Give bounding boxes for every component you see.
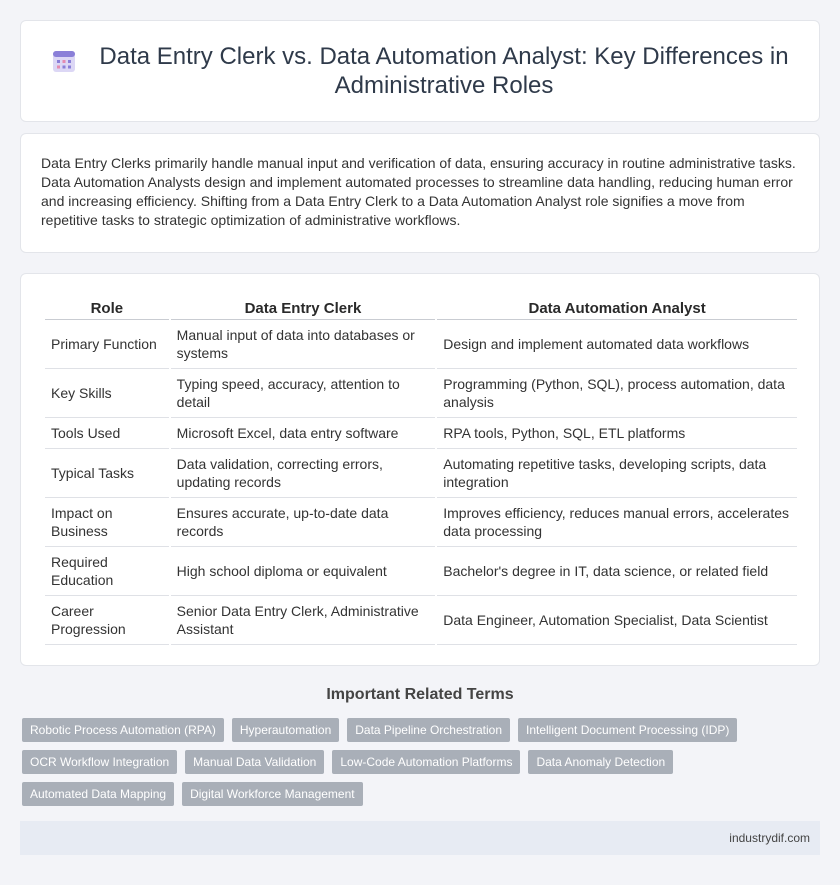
related-term-tag[interactable]: Manual Data Validation: [185, 750, 324, 774]
related-term-tag[interactable]: Intelligent Document Processing (IDP): [518, 718, 737, 742]
table-row: [45, 498, 797, 547]
footer-site-link[interactable]: industrydif.com: [729, 831, 810, 845]
row-label: Primary Function: [45, 320, 169, 369]
clerk-cell: Microsoft Excel, data entry software: [171, 418, 436, 449]
analyst-cell: RPA tools, Python, SQL, ETL platforms: [437, 418, 797, 449]
analyst-cell: Automating repetitive tasks, developing scripts, data integration: [437, 449, 797, 498]
header-data-entry-clerk: Data Entry Clerk: [171, 294, 436, 320]
row-label: Career Progression: [45, 596, 169, 645]
comparison-card: [20, 273, 820, 666]
analyst-cell: Data Engineer, Automation Specialist, Data Scientist: [437, 596, 797, 645]
analyst-cell: Bachelor's degree in IT, data science, or related field: [437, 547, 797, 596]
comparison-table: [43, 294, 799, 645]
analyst-cell: Improves efficiency, reduces manual errors, accelerates data processing: [437, 498, 797, 547]
related-terms-list: [22, 718, 812, 814]
row-label: Key Skills: [45, 369, 169, 418]
row-label: Tools Used: [45, 418, 169, 449]
related-term-tag[interactable]: OCR Workflow Integration: [22, 750, 177, 774]
related-terms-title: Important Related Terms: [326, 686, 514, 703]
clerk-cell: Senior Data Entry Clerk, Administrative Assistant: [171, 596, 436, 645]
table-row: [45, 547, 797, 596]
analyst-cell: Design and implement automated data workflows: [437, 320, 797, 369]
related-term-tag[interactable]: Low-Code Automation Platforms: [332, 750, 520, 774]
related-term-tag[interactable]: Data Anomaly Detection: [528, 750, 673, 774]
title-card: [20, 20, 820, 122]
calendar-grid-icon: [51, 48, 77, 74]
row-label: Required Education: [45, 547, 169, 596]
row-label: Typical Tasks: [45, 449, 169, 498]
related-term-tag[interactable]: Hyperautomation: [232, 718, 339, 742]
table-row: [45, 369, 797, 418]
intro-card: [20, 133, 820, 253]
header-role: Role: [45, 294, 169, 320]
header-data-automation-analyst: Data Automation Analyst: [437, 294, 797, 320]
clerk-cell: Data validation, correcting errors, updating records: [171, 449, 436, 498]
related-term-tag[interactable]: Robotic Process Automation (RPA): [22, 718, 224, 742]
intro-paragraph: Data Entry Clerks primarily handle manual input and verification of data, ensuring accuracy in routine administrative tasks. Data Automation Analysts design and implement automated processes to streamline data handling, reducing human error and increasing efficiency. Shifting from a Data Entry Clerk to a Data Automation Analyst role signifies a move from repetitive tasks to strategic optimization of administrative workflows.: [41, 155, 796, 228]
clerk-cell: High school diploma or equivalent: [171, 547, 436, 596]
row-label: Impact on Business: [45, 498, 169, 547]
related-term-tag[interactable]: Data Pipeline Orchestration: [347, 718, 510, 742]
clerk-cell: Typing speed, accuracy, attention to detail: [171, 369, 436, 418]
table-row: [45, 418, 797, 449]
related-term-tag[interactable]: Digital Workforce Management: [182, 782, 363, 806]
clerk-cell: Manual input of data into databases or systems: [171, 320, 436, 369]
table-row: [45, 449, 797, 498]
page-title: Data Entry Clerk vs. Data Automation Analyst: Key Differences in Administrative Roles: [99, 43, 789, 99]
clerk-cell: Ensures accurate, up-to-date data records: [171, 498, 436, 547]
related-term-tag[interactable]: Automated Data Mapping: [22, 782, 174, 806]
table-row: [45, 320, 797, 369]
table-header-row: [45, 294, 797, 320]
analyst-cell: Programming (Python, SQL), process automation, data analysis: [437, 369, 797, 418]
footer-bar: [20, 821, 820, 855]
title-wrap: [40, 42, 800, 100]
table-row: [45, 596, 797, 645]
